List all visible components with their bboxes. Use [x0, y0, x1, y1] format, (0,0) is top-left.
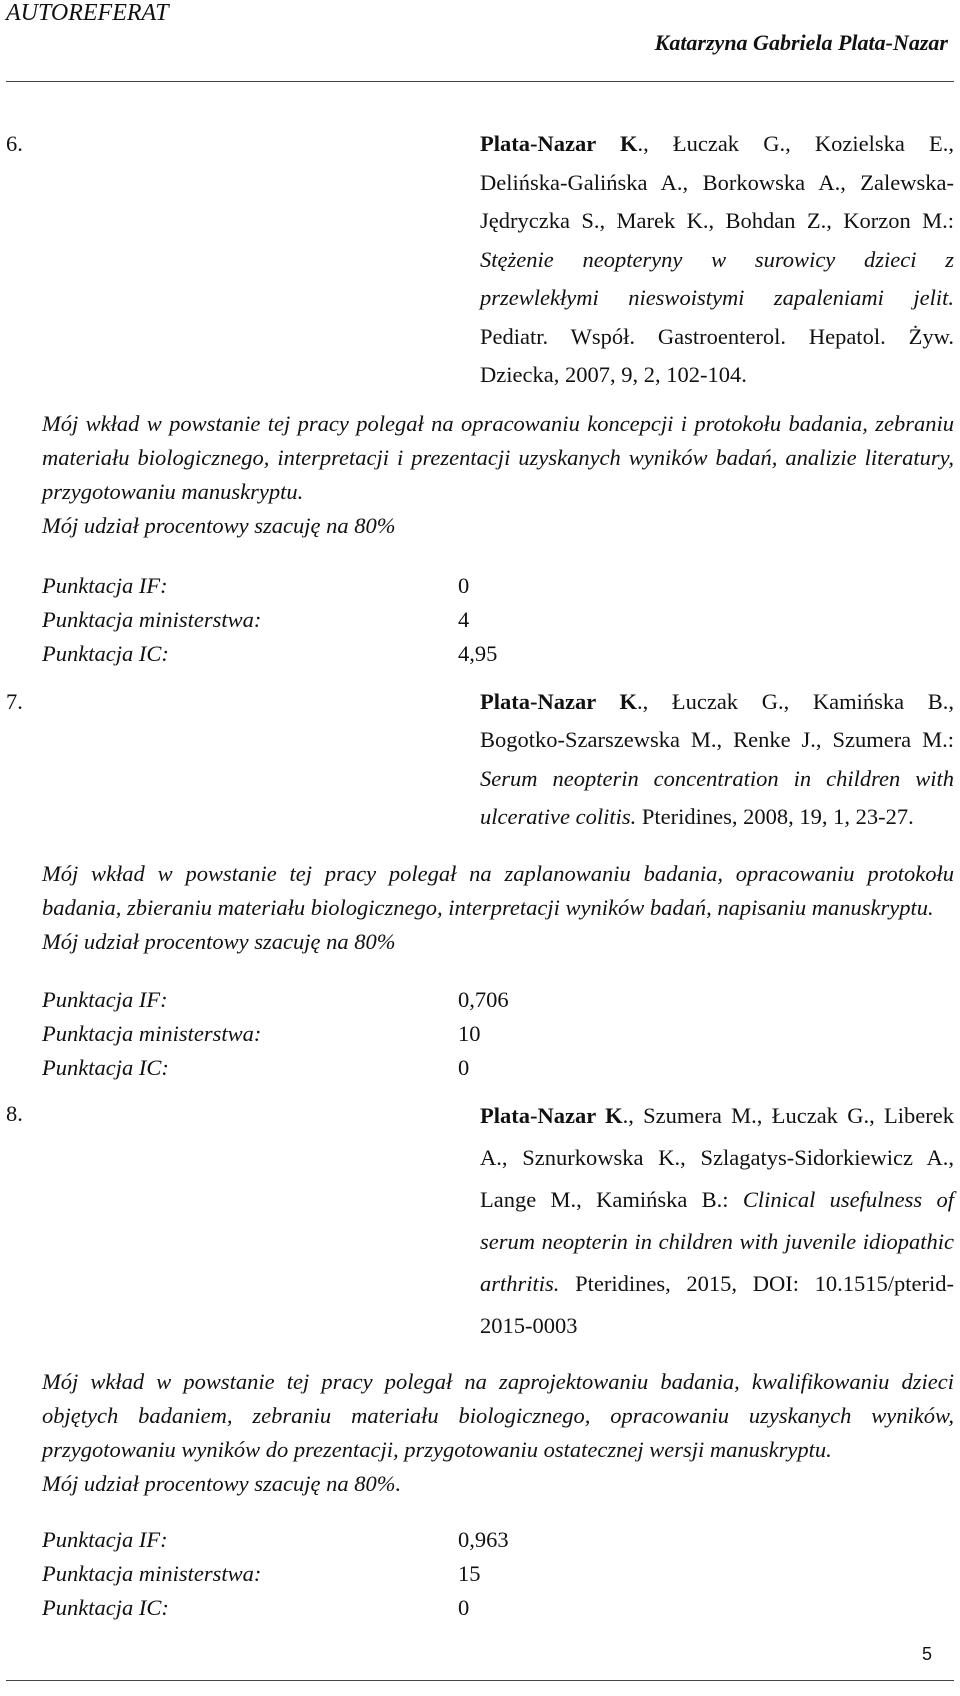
- page-number: 5: [921, 1644, 932, 1664]
- score-value: 0: [458, 1054, 470, 1080]
- journal-source: Pteridines, 2015, DOI: 10.1515/pterid-2015-0003: [480, 1270, 954, 1338]
- contribution-block: [42, 857, 954, 1085]
- header-title: AUTOREFERAT: [6, 0, 169, 26]
- lead-author: Plata-Nazar K: [480, 1102, 623, 1128]
- article-title: Clinical usefulness of serum neopterin in children with juvenile idiopathic arthritis.: [480, 1186, 954, 1296]
- publication-entry: [6, 683, 954, 837]
- contribution-share: Mój udział procentowy szacuję na 80%: [42, 512, 396, 538]
- score-row: [42, 603, 954, 637]
- score-label: Punktacja IF:: [42, 986, 168, 1012]
- score-row: [42, 1591, 954, 1625]
- header-author: Katarzyna Gabriela Plata-Nazar: [654, 30, 948, 55]
- score-value: 4,95: [458, 640, 498, 666]
- footer-divider: [6, 1680, 954, 1681]
- score-label: Punktacja IC:: [42, 1054, 169, 1080]
- document-body: [6, 125, 954, 1625]
- score-table: [42, 983, 954, 1085]
- score-row: [42, 1017, 954, 1051]
- co-authors: ., Łuczak G., Kozielska E., Delińska-Galińska A., Borkowska A., Zalewska-Jędryczka S., Marek K., Bohdan Z., Korzon M.:: [480, 131, 954, 233]
- entry-number: 8.: [6, 1100, 23, 1126]
- score-label: Punktacja ministerstwa:: [42, 606, 262, 632]
- publication-entry: [6, 1095, 954, 1347]
- contribution-text: Mój wkład w powstanie tej pracy polegał na zaplanowaniu badania, opracowaniu protokołu badania, zbieraniu materiału biologicznego, interpretacji wyników badań, napisaniu manuskryptu.: [42, 860, 954, 920]
- contribution-share: Mój udział procentowy szacuję na 80%: [42, 928, 396, 954]
- score-value: 4: [458, 606, 470, 632]
- publication-entry: [6, 125, 954, 395]
- entry-number: 7.: [6, 688, 23, 714]
- score-row: [42, 1557, 954, 1591]
- journal-source: Pediatr. Współ. Gastroenterol. Hepatol. Żyw. Dziecka, 2007, 9, 2, 102-104.: [480, 323, 954, 387]
- contribution-block: [42, 407, 954, 671]
- score-row: [42, 569, 954, 603]
- score-value: 0,963: [458, 1526, 509, 1552]
- score-label: Punktacja IF:: [42, 572, 168, 598]
- co-authors: ., Szumera M., Łuczak G., Liberek A., Sznurkowska K., Szlagatys-Sidorkiewicz A., Lange M., Kamińska B.:: [480, 1102, 954, 1212]
- publication-reference: [480, 125, 954, 395]
- publication-reference: [480, 683, 954, 837]
- contribution-block: [42, 1365, 954, 1625]
- score-label: Punktacja IC:: [42, 1594, 169, 1620]
- publication-reference: [480, 1095, 954, 1347]
- lead-author: Plata-Nazar K: [480, 688, 637, 714]
- score-label: Punktacja ministerstwa:: [42, 1020, 262, 1046]
- score-label: Punktacja IC:: [42, 640, 169, 666]
- score-row: [42, 1051, 954, 1085]
- score-value: 0: [458, 572, 470, 598]
- score-value: 15: [458, 1560, 481, 1586]
- lead-author: Plata-Nazar K: [480, 131, 638, 156]
- score-row: [42, 983, 954, 1017]
- score-row: [42, 1523, 954, 1557]
- article-title: Stężenie neopteryny w surowicy dzieci z przewlekłymi nieswoistymi zapaleniami jelit.: [480, 246, 954, 310]
- score-value: 0,706: [458, 986, 509, 1012]
- co-authors: ., Łuczak G., Kamińska B., Bogotko-Szarszewska M., Renke J., Szumera M.:: [480, 688, 954, 752]
- score-label: Punktacja IF:: [42, 1526, 168, 1552]
- header-divider: [6, 81, 954, 82]
- score-table: [42, 569, 954, 671]
- contribution-text: Mój wkład w powstanie tej pracy polegał na opracowaniu koncepcji i protokołu badania, zebraniu materiału biologicznego, interpretacji i prezentacji uzyskanych wyników badań, analizie literatury, przygotowaniu manuskryptu.: [42, 410, 954, 504]
- contribution-text: Mój wkład w powstanie tej pracy polegał na zaprojektowaniu badania, kwalifikowaniu dzieci objętych badaniem, zebraniu materiału biologicznego, opracowaniu uzyskanych wyników, przygotowaniu wyników do prezentacji, przygotowaniu ostatecznej wersji manuskryptu.: [42, 1368, 954, 1462]
- score-label: Punktacja ministerstwa:: [42, 1560, 262, 1586]
- contribution-share: Mój udział procentowy szacuję na 80%.: [42, 1470, 402, 1496]
- journal-source: Pteridines, 2008, 19, 1, 23-27.: [636, 804, 914, 829]
- article-title: Serum neopterin concentration in children with ulcerative colitis.: [480, 765, 954, 829]
- score-row: [42, 637, 954, 671]
- entry-number: 6.: [6, 131, 23, 156]
- score-value: 10: [458, 1020, 481, 1046]
- score-table: [42, 1523, 954, 1625]
- score-value: 0: [458, 1594, 470, 1620]
